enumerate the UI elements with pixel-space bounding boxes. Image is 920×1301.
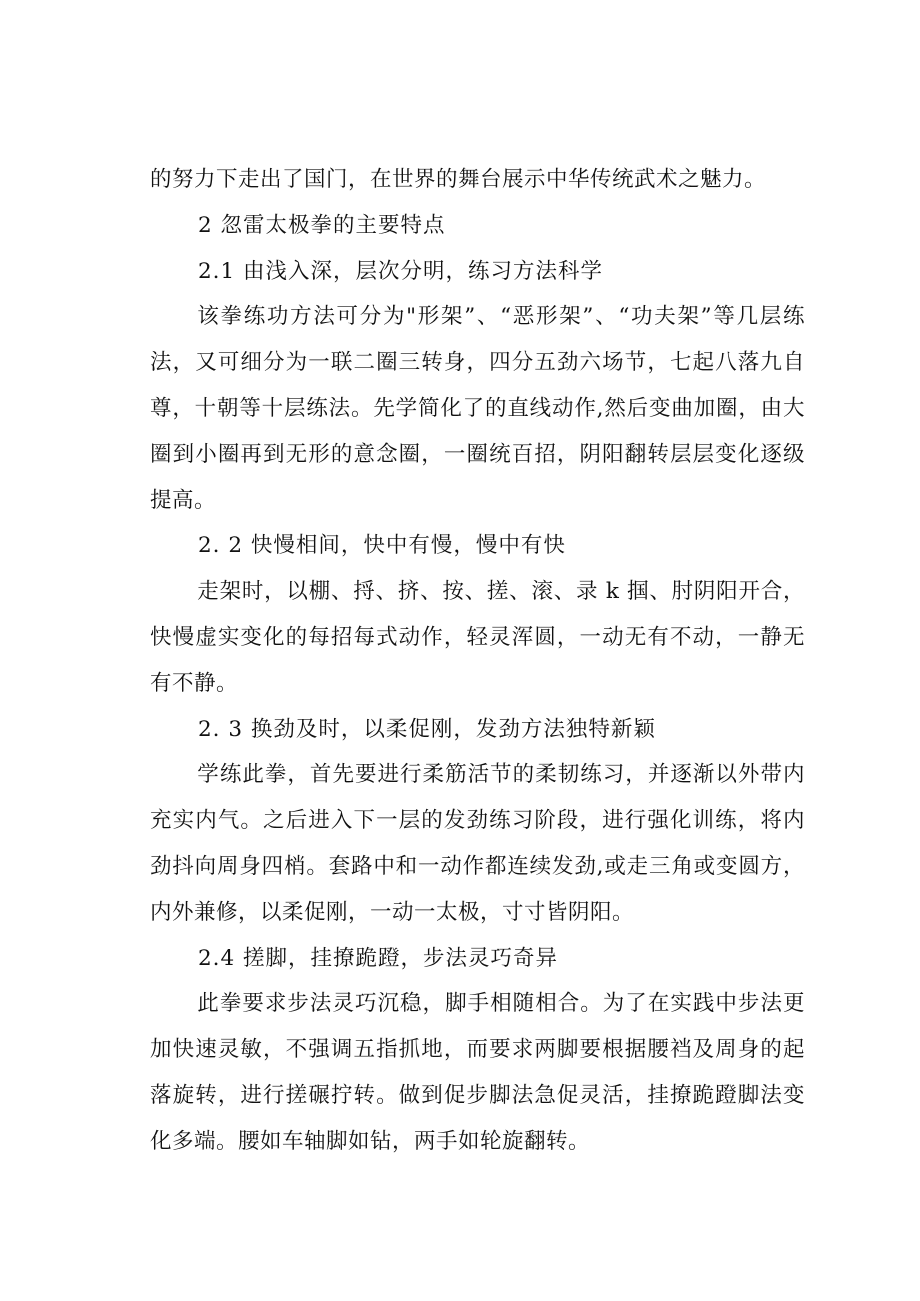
paragraph-continuation: 的努力下走出了国门，在世界的舞台展示中华传统武术之魅力。: [150, 167, 767, 192]
subsection-heading-2-3: 2. 3 换劲及时，以柔促刚，发劲方法独特新颖: [198, 716, 656, 742]
document-body: [150, 157, 805, 1165]
subsection-heading-2-4: 2.4 搓脚，挂撩跪蹬，步法灵巧奇异: [198, 945, 559, 971]
subsection-heading-2-1: 2.1 由浅入深，层次分明，练习方法科学: [198, 258, 604, 284]
paragraph-2-3-body: 学练此拳，首先要进行柔筋活节的柔韧练习，并逐渐以外带内充实内气。之后进入下一层的发劲练习阶段，进行强化训练，将内劲抖向周身四梢。套路中和一动作都连续发劲,或走三角或变圆方，内外兼修，以柔促刚，一动一太极，寸寸皆阴阳。: [150, 762, 805, 925]
subsection-heading-2-2: 2. 2 快慢相间，快中有慢，慢中有快: [198, 533, 566, 559]
paragraph-2-2-body: 走架时，以棚、捋、挤、按、搓、滚、录 k 掴、肘阴阳开合，快慢虚实变化的每招每式动作，轻灵浑圆，一动无有不动，一静无有不静。: [150, 579, 805, 696]
paragraph-2-4-body: 此拳要求步法灵巧沉稳，脚手相随相合。为了在实践中步法更加快速灵敏，不强调五指抓地，而要求两脚要根据腰裆及周身的起落旋转，进行搓碾拧转。做到促步脚法急促灵活，挂撩跪蹬脚法变化多端。腰如车轴脚如钻，两手如轮旋翻转。: [150, 991, 805, 1154]
section-heading-2: 2 忽雷太极拳的主要特点: [198, 212, 446, 238]
paragraph-2-1-body: 该拳练功方法可分为"形架”、“恶形架”、“功夫架”等几层练法，又可细分为一联二圈三转身，四分五劲六场节，七起八落九自尊，十朝等十层练法。先学简化了的直线动作,然后变曲加圈，由大圈到小圈再到无形的意念圈，一圈统百招，阴阳翻转层层变化逐级提高。: [150, 304, 805, 513]
